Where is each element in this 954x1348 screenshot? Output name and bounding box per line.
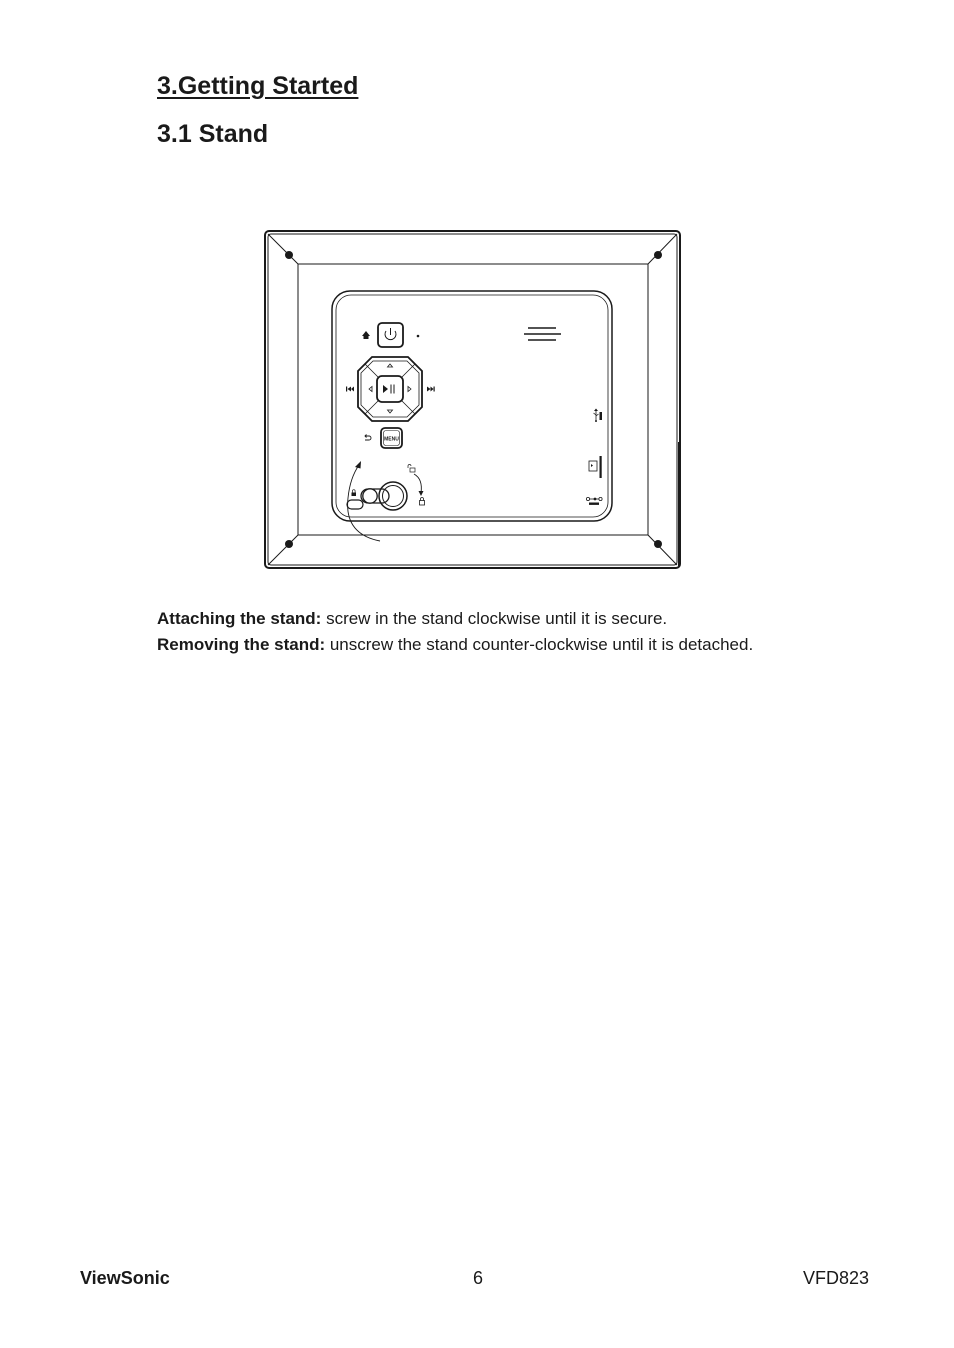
footer-model: VFD823 bbox=[803, 1268, 870, 1288]
lock-icon-right bbox=[420, 498, 425, 506]
footer-brand: ViewSonic bbox=[80, 1268, 170, 1288]
skip-previous-icon bbox=[346, 387, 354, 392]
usb-port-icon bbox=[594, 409, 603, 423]
home-icon bbox=[362, 331, 370, 339]
power-button bbox=[378, 323, 403, 347]
back-panel bbox=[332, 291, 612, 521]
lock-icon-left bbox=[352, 490, 357, 496]
stand-knob bbox=[361, 482, 407, 510]
menu-button-label: MENU bbox=[384, 436, 399, 443]
power-led-icon bbox=[417, 335, 420, 338]
arrow-down-icon bbox=[388, 410, 393, 413]
frame-mat bbox=[298, 264, 648, 535]
back-panel-inner bbox=[336, 295, 608, 517]
attach-label: Attaching the stand: bbox=[157, 609, 322, 628]
section-heading: 3.1 Stand bbox=[157, 120, 269, 148]
remove-instruction bbox=[157, 632, 917, 658]
chapter-heading: 3.Getting Started bbox=[157, 72, 359, 100]
arrow-up-icon bbox=[388, 364, 393, 367]
frame-outer-border bbox=[265, 231, 680, 568]
arrow-right-icon bbox=[408, 387, 411, 392]
return-icon bbox=[365, 435, 371, 441]
stand-instructions bbox=[157, 606, 917, 658]
skip-next-icon bbox=[427, 387, 435, 392]
unlock-icon bbox=[408, 465, 415, 473]
screw-bottom-right bbox=[654, 540, 662, 548]
remove-label: Removing the stand: bbox=[157, 635, 326, 654]
corner-bevels bbox=[268, 234, 677, 565]
attach-text: screw in the stand clockwise until it is secure. bbox=[321, 609, 668, 628]
card-slot-icon bbox=[589, 456, 602, 478]
arrow-left-icon bbox=[369, 387, 372, 392]
footer-page-number: 6 bbox=[473, 1268, 484, 1288]
dc-power-icon bbox=[586, 497, 602, 505]
screw-top-left bbox=[285, 251, 293, 259]
remove-text: unscrew the stand counter-clockwise until it is detached. bbox=[325, 635, 754, 654]
frame-inner-border bbox=[268, 234, 677, 565]
photo-frame-back-illustration bbox=[262, 228, 686, 573]
screw-top-right bbox=[654, 251, 662, 259]
stand-slot bbox=[347, 500, 363, 509]
lock-direction-arrow bbox=[414, 474, 421, 493]
menu-button bbox=[381, 428, 402, 448]
attach-instruction bbox=[157, 606, 917, 632]
speaker-grille-icon bbox=[524, 328, 561, 340]
screw-bottom-left bbox=[285, 540, 293, 548]
play-pause-button bbox=[377, 376, 403, 402]
